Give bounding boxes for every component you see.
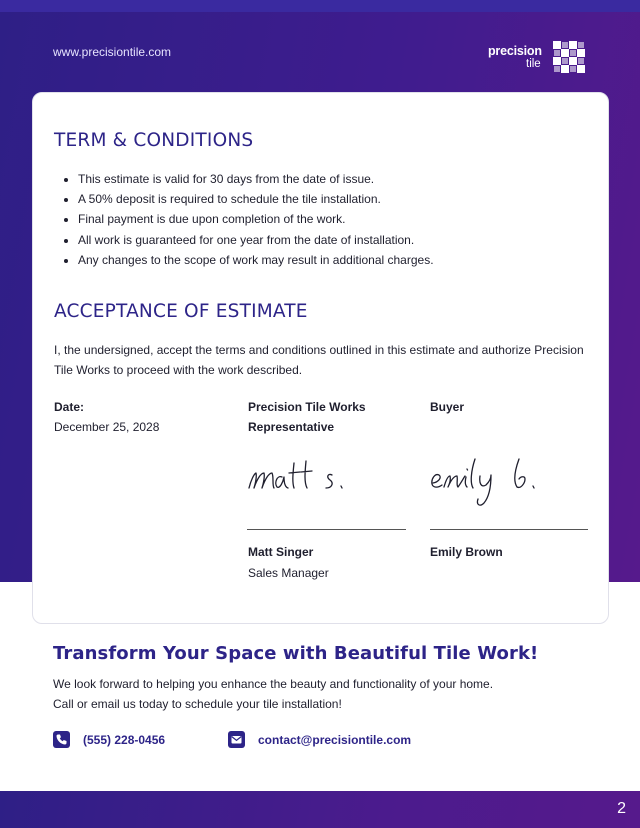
rep-title: Sales Manager: [248, 566, 329, 580]
terms-list: [78, 169, 434, 270]
buyer-signature: [429, 455, 559, 515]
company-logo: [488, 41, 588, 75]
list-item: • This estimate is valid for 30 days from the date of issue.: [78, 169, 434, 189]
promo-text-line: We look forward to helping you enhance the beauty and functionality of your home.: [53, 677, 494, 691]
list-item: • A 50% deposit is required to schedule the tile installation.: [78, 189, 434, 209]
rep-signature: [246, 455, 356, 501]
acceptance-title: ACCEPTANCE OF ESTIMATE: [54, 301, 308, 322]
envelope-icon: [228, 731, 245, 748]
acceptance-text: [54, 340, 594, 381]
promo-text-line: Call or email us today to schedule your tile installation!: [53, 697, 342, 712]
date-label: Date:: [54, 400, 85, 414]
estimate-card: [32, 92, 609, 624]
rep-name: Matt Singer: [248, 545, 314, 559]
website-url[interactable]: www.precisiontile.com: [53, 45, 172, 59]
rep-signature-line: [247, 529, 406, 530]
logo-word-tile: tile: [526, 58, 541, 70]
page-number: 2: [617, 800, 626, 817]
acceptance-text-line: I, the undersigned, accept the terms and conditions outlined in this estimate and authorize Precision: [54, 343, 584, 357]
phone-number[interactable]: (555) 228-0456: [83, 733, 166, 747]
phone-icon: [53, 731, 70, 748]
logo-word-precision: precision: [488, 44, 542, 58]
acceptance-text-line: Tile Works to proceed with the work described.: [54, 363, 303, 378]
list-item: • Final payment is due upon completion of the work.: [78, 209, 434, 229]
list-item: • Any changes to the scope of work may result in additional charges.: [78, 250, 434, 270]
rep-label-line1: Precision Tile Works: [248, 400, 366, 414]
date-value: December 25, 2028: [54, 420, 160, 434]
email-address[interactable]: contact@precisiontile.com: [258, 733, 412, 747]
promo-title: Transform Your Space with Beautiful Tile Work!: [53, 643, 539, 664]
terms-title: TERM & CONDITIONS: [54, 130, 254, 151]
footer-band: [0, 791, 640, 828]
list-item: • All work is guaranteed for one year from the date of installation.: [78, 230, 434, 250]
buyer-name: Emily Brown: [430, 545, 503, 559]
buyer-label: Buyer: [430, 400, 465, 414]
buyer-signature-line: [430, 529, 588, 530]
rep-label-line2: Representative: [248, 420, 335, 434]
checkerboard-logo-icon: [553, 41, 586, 74]
promo-text: [53, 674, 493, 714]
